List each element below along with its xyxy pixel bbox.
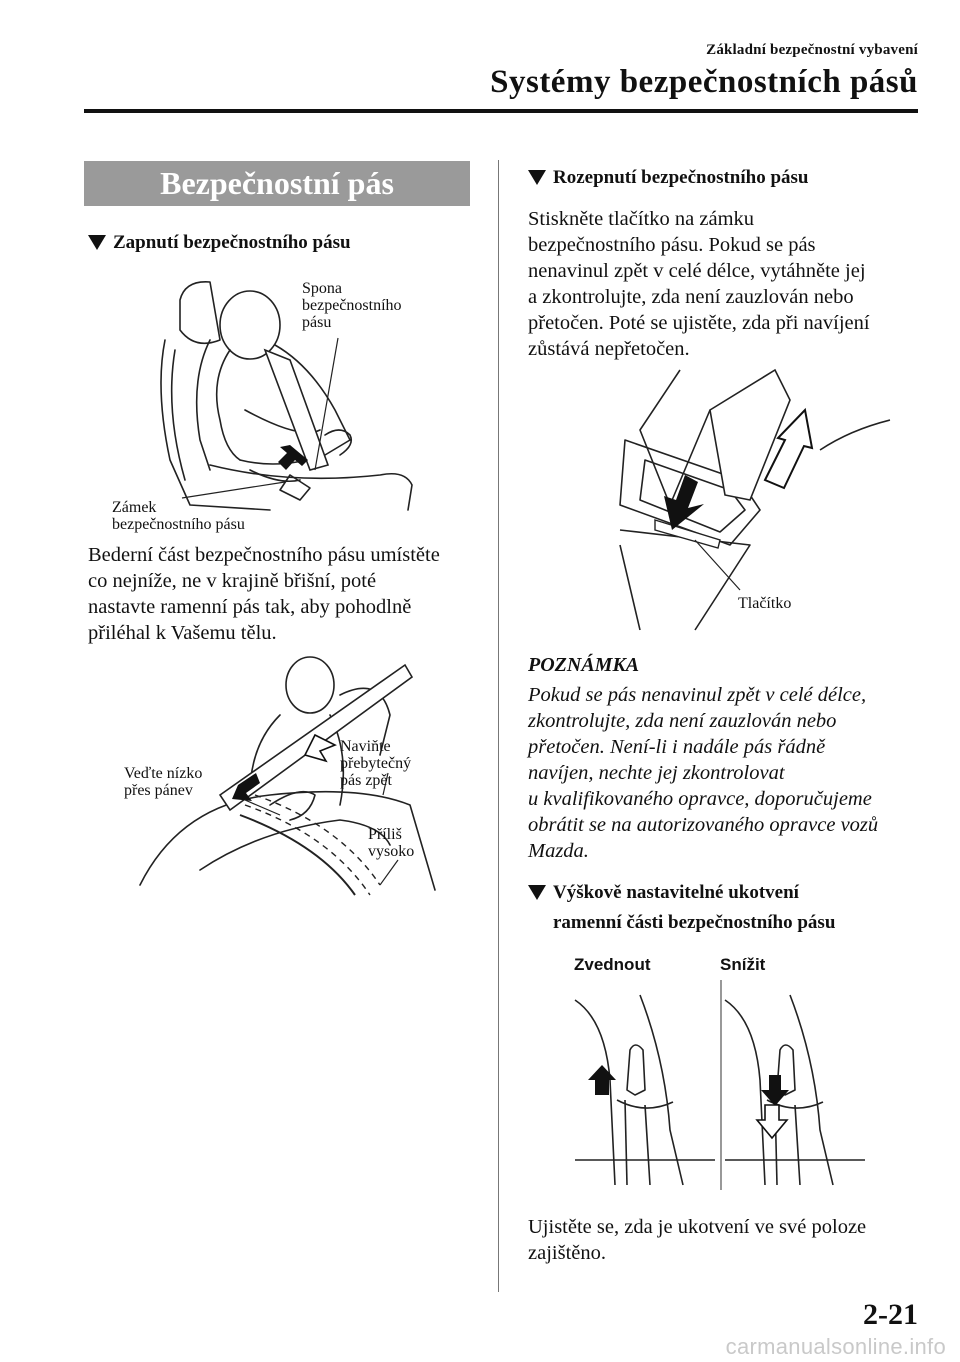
paragraph-line: zůstává nepřetočen. bbox=[528, 338, 690, 360]
paragraph-line: zajištěno. bbox=[528, 1242, 606, 1264]
triangle-bullet-icon bbox=[88, 235, 106, 250]
chapter-subtitle: Základní bezpečnostní vybavení bbox=[706, 42, 918, 58]
label-lower: Snížit bbox=[720, 955, 766, 974]
paragraph-unfasten-instructions bbox=[528, 206, 928, 362]
note-body bbox=[528, 682, 938, 864]
triangle-bullet-icon bbox=[528, 170, 546, 185]
label-line: Naviňte bbox=[340, 738, 391, 755]
paragraph-line: přetočen. Poté se ujistěte, zda při navíjení bbox=[528, 312, 870, 334]
label-retract-slack bbox=[340, 738, 411, 789]
label-release-button: Tlačítko bbox=[738, 595, 792, 612]
label-raise: Zvednout bbox=[574, 955, 651, 974]
release-button-illustration bbox=[600, 370, 900, 630]
note-line: obrátit se na autorizovaného opravce vozů bbox=[528, 814, 879, 836]
label-line: bezpečnostního pásu bbox=[112, 516, 245, 533]
section-heading-height-adjust bbox=[528, 880, 928, 936]
watermark: carmanualsonline.info bbox=[725, 1334, 946, 1359]
section-heading-text: Rozepnutí bezpečnostního pásu bbox=[553, 167, 809, 188]
label-line: Spona bbox=[302, 280, 342, 297]
header-rule bbox=[84, 109, 918, 113]
label-route-low bbox=[124, 765, 202, 799]
paragraph-fasten-instructions bbox=[88, 542, 488, 646]
note-line: Pokud se pás nenavinul zpět v celé délce, bbox=[528, 684, 867, 706]
paragraph-anchor-check bbox=[528, 1214, 938, 1266]
note-line: u kvalifikovaného opravce, doporučujeme bbox=[528, 788, 872, 810]
label-buckle-lock bbox=[112, 499, 245, 533]
label-line: vysoko bbox=[368, 843, 415, 860]
section-heading-unfasten bbox=[528, 165, 928, 191]
paragraph-line: Ujistěte se, zda je ukotvení ve své poloze bbox=[528, 1216, 867, 1238]
label-too-high bbox=[368, 826, 414, 860]
label-line: přebytečný bbox=[340, 755, 412, 772]
label-line: pás zpět bbox=[340, 772, 392, 789]
paragraph-line: přiléhal k Vašemu tělu. bbox=[88, 622, 277, 644]
section-heading-text: Zapnutí bezpečnostního pásu bbox=[113, 232, 351, 253]
note-line: navíjen, nechte jej zkontrolovat bbox=[528, 762, 785, 784]
note-line: zkontrolujte, zda není zauzlován nebo bbox=[528, 710, 837, 732]
section-heading-fasten bbox=[88, 230, 488, 256]
label-line: Příliš bbox=[368, 826, 402, 843]
note-line: přetočen. Není-li i nadále pás řádně bbox=[528, 736, 826, 758]
note-heading: POZNÁMKA bbox=[528, 654, 640, 676]
note-line: Mazda. bbox=[528, 840, 589, 862]
section-heading-text-line-2: ramenní části bezpečnostního pásu bbox=[553, 912, 836, 933]
label-buckle-tongue bbox=[302, 280, 402, 331]
section-heading-text-line-1: Výškově nastavitelné ukotvení bbox=[553, 882, 799, 903]
anchor-adjust-illustration bbox=[575, 980, 875, 1190]
label-line: přes pánev bbox=[124, 782, 193, 799]
paragraph-line: Stiskněte tlačítko na zámku bbox=[528, 208, 755, 230]
label-line: Zámek bbox=[112, 499, 157, 516]
section-banner: Bezpečnostní pás bbox=[84, 161, 470, 206]
paragraph-line: Bederní část bezpečnostního pásu umístěte bbox=[88, 544, 440, 566]
paragraph-line: co nejníže, ne v krajině břišní, poté bbox=[88, 570, 377, 592]
column-divider bbox=[498, 160, 499, 1292]
paragraph-line: nastavte ramenní pás tak, aby pohodlně bbox=[88, 596, 412, 618]
paragraph-line: nenavinul zpět v celé délce, vytáhněte jej bbox=[528, 260, 866, 282]
label-line: bezpečnostního bbox=[302, 297, 402, 314]
chapter-title: Systémy bezpečnostních pásů bbox=[490, 64, 918, 100]
label-line: pásu bbox=[302, 314, 332, 331]
triangle-bullet-icon bbox=[528, 885, 546, 900]
label-line: Veďte nízko bbox=[124, 765, 203, 782]
page-number: 2-21 bbox=[863, 1298, 918, 1331]
paragraph-line: a zkontrolujte, zda není zauzlován nebo bbox=[528, 286, 854, 308]
paragraph-line: bezpečnostního pásu. Pokud se pás bbox=[528, 234, 816, 256]
